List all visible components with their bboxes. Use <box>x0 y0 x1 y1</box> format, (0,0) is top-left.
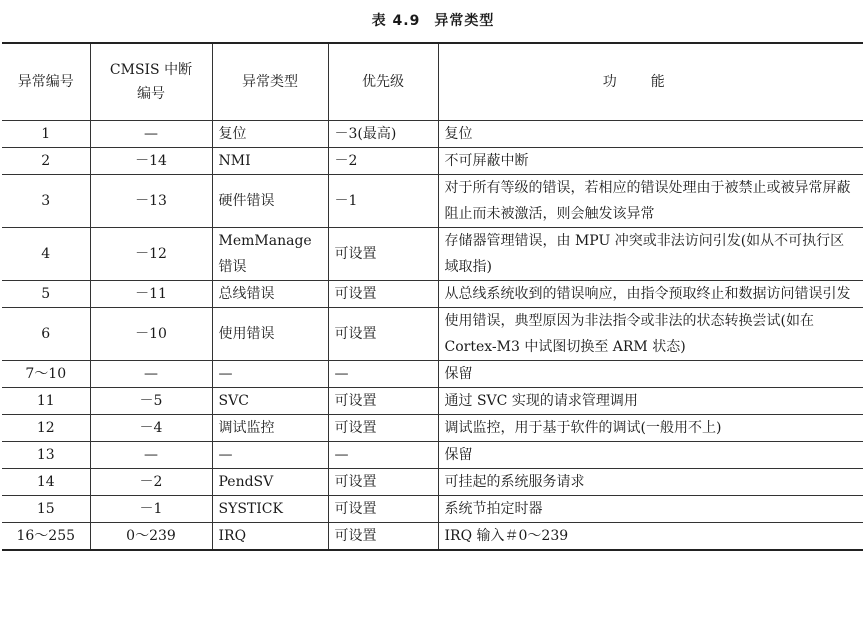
header-cmsis-line1: CMSIS 中断 <box>109 62 193 78</box>
table-row <box>2 361 863 388</box>
cell-cmsis-number: －2 <box>90 469 212 496</box>
cell-cmsis-number: －12 <box>90 228 212 281</box>
cell-exception-type: 总线错误 <box>212 281 328 308</box>
cell-exception-number: 16～255 <box>2 523 90 551</box>
cell-exception-number: 13 <box>2 442 90 469</box>
cell-priority: — <box>328 361 438 388</box>
cell-exception-number: 14 <box>2 469 90 496</box>
caption-title: 异常类型 <box>434 13 495 29</box>
cell-function: 保留 <box>438 442 863 469</box>
cell-priority: －2 <box>328 148 438 175</box>
table-row <box>2 175 863 228</box>
cell-cmsis-number: －4 <box>90 415 212 442</box>
cell-priority: －1 <box>328 175 438 228</box>
table-row <box>2 308 863 361</box>
table-header-row <box>2 43 863 121</box>
cell-cmsis-number: －14 <box>90 148 212 175</box>
cell-function: 从总线系统收到的错误响应，由指令预取终止和数据访问错误引发 <box>438 281 863 308</box>
header-cmsis-number <box>90 43 212 121</box>
cell-priority: 可设置 <box>328 469 438 496</box>
table-row <box>2 228 863 281</box>
header-exception-type: 异常类型 <box>212 43 328 121</box>
cell-exception-number: 11 <box>2 388 90 415</box>
cell-exception-type: NMI <box>212 148 328 175</box>
cell-exception-type: PendSV <box>212 469 328 496</box>
cell-exception-type: MemManage 错误 <box>212 228 328 281</box>
table-caption <box>0 10 866 30</box>
table-row <box>2 121 863 148</box>
cell-priority: 可设置 <box>328 308 438 361</box>
cell-cmsis-number: －1 <box>90 496 212 523</box>
cell-priority: 可设置 <box>328 281 438 308</box>
cell-exception-number: 2 <box>2 148 90 175</box>
cell-priority: 可设置 <box>328 228 438 281</box>
cell-priority: 可设置 <box>328 523 438 551</box>
cell-exception-type: SYSTICK <box>212 496 328 523</box>
cell-function: 调试监控，用于基于软件的调试(一般用不上) <box>438 415 863 442</box>
cell-cmsis-number: — <box>90 121 212 148</box>
cell-exception-type: IRQ <box>212 523 328 551</box>
cell-exception-type: 调试监控 <box>212 415 328 442</box>
cell-function: 系统节拍定时器 <box>438 496 863 523</box>
header-function <box>438 43 863 121</box>
table-row <box>2 496 863 523</box>
cell-function: 不可屏蔽中断 <box>438 148 863 175</box>
cell-exception-number: 12 <box>2 415 90 442</box>
cell-function: 使用错误，典型原因为非法指令或非法的状态转换尝试(如在 Cortex-M3 中试图切换至 ARM 状态) <box>438 308 863 361</box>
cell-exception-type: — <box>212 442 328 469</box>
cell-function: 存储器管理错误，由 MPU 冲突或非法访问引发(如从不可执行区域取指) <box>438 228 863 281</box>
table-row <box>2 148 863 175</box>
table-row <box>2 469 863 496</box>
cell-cmsis-number: — <box>90 361 212 388</box>
cell-cmsis-number: －11 <box>90 281 212 308</box>
table-row <box>2 388 863 415</box>
exception-types-table <box>2 42 863 551</box>
cell-cmsis-number: — <box>90 442 212 469</box>
cell-exception-type: 硬件错误 <box>212 175 328 228</box>
table-row <box>2 442 863 469</box>
table-row <box>2 415 863 442</box>
cell-exception-type: SVC <box>212 388 328 415</box>
header-priority: 优先级 <box>328 43 438 121</box>
cell-cmsis-number: －10 <box>90 308 212 361</box>
cell-exception-number: 6 <box>2 308 90 361</box>
cell-function: 通过 SVC 实现的请求管理调用 <box>438 388 863 415</box>
cell-priority: 可设置 <box>328 496 438 523</box>
cell-priority: 可设置 <box>328 415 438 442</box>
cell-exception-type: — <box>212 361 328 388</box>
cell-exception-number: 15 <box>2 496 90 523</box>
cell-exception-number: 3 <box>2 175 90 228</box>
cell-exception-type: 使用错误 <box>212 308 328 361</box>
cell-exception-number: 1 <box>2 121 90 148</box>
cell-cmsis-number: －5 <box>90 388 212 415</box>
cell-function: 保留 <box>438 361 863 388</box>
table-row <box>2 281 863 308</box>
cell-priority: 可设置 <box>328 388 438 415</box>
cell-function: IRQ 输入＃0～239 <box>438 523 863 551</box>
cell-cmsis-number: 0～239 <box>90 523 212 551</box>
cell-exception-number: 4 <box>2 228 90 281</box>
cell-function: 对于所有等级的错误，若相应的错误处理由于被禁止或被异常屏蔽阻止而未被激活，则会触发该异常 <box>438 175 863 228</box>
cell-priority: －3(最高) <box>328 121 438 148</box>
cell-cmsis-number: －13 <box>90 175 212 228</box>
cell-exception-number: 7～10 <box>2 361 90 388</box>
cell-function: 可挂起的系统服务请求 <box>438 469 863 496</box>
header-function-label: 功能 <box>602 74 699 90</box>
cell-priority: — <box>328 442 438 469</box>
cell-exception-type: 复位 <box>212 121 328 148</box>
table-row <box>2 523 863 551</box>
cell-function: 复位 <box>438 121 863 148</box>
cell-exception-number: 5 <box>2 281 90 308</box>
caption-label: 表 4.9 <box>371 13 421 29</box>
header-exception-number: 异常编号 <box>2 43 90 121</box>
header-cmsis-line2: 编号 <box>137 86 165 102</box>
